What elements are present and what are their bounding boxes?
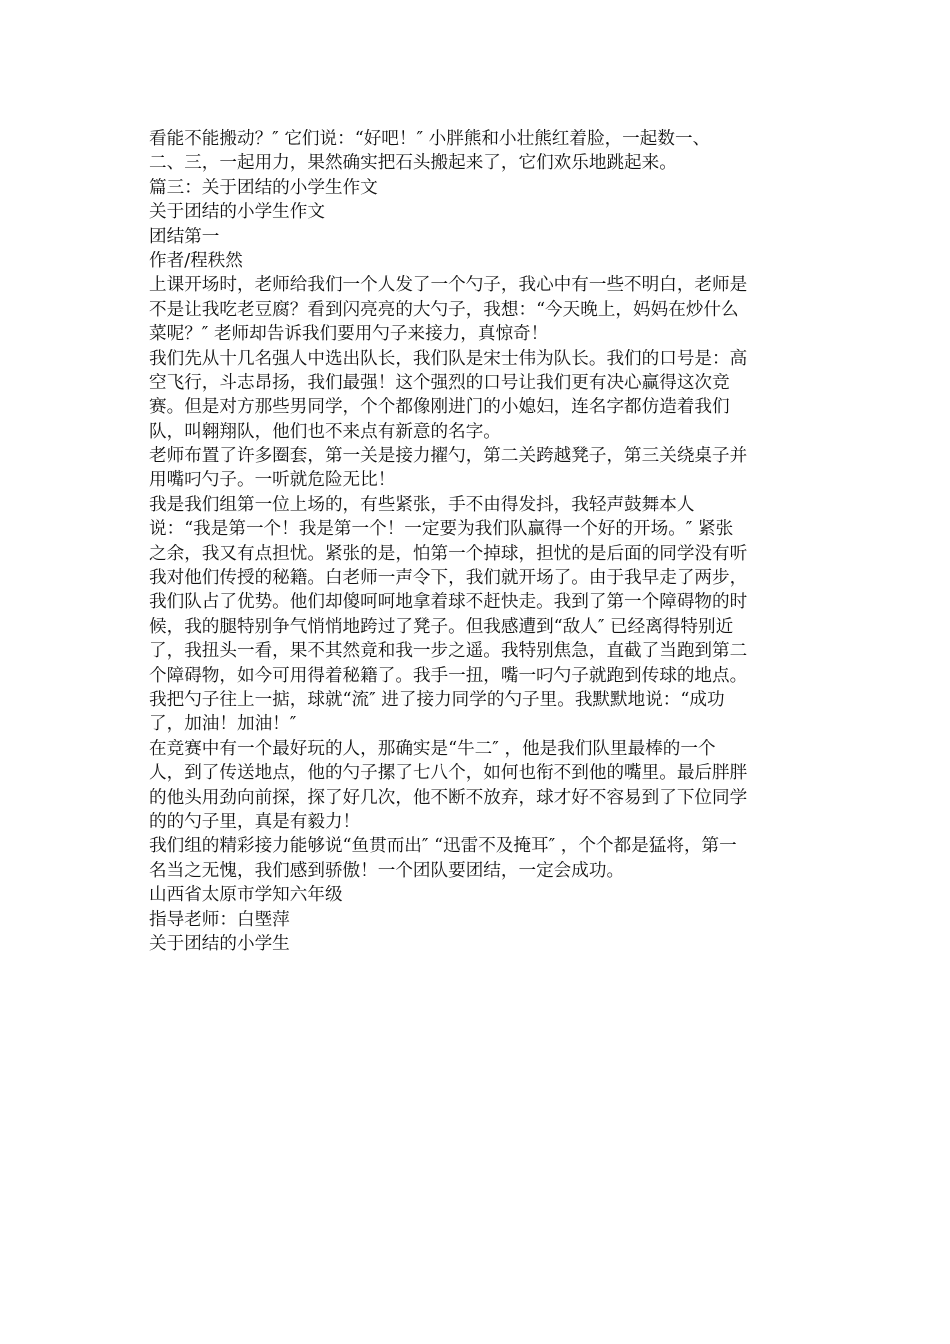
text-line: 赛。但是对方那些男同学，个个都像刚进门的小媳妇，连名字都仿造着我们 (149, 397, 730, 418)
essay-title: 关于团结的小学生作文 (149, 202, 325, 223)
text-line: 人，到了传送地点，他的勺子摞了七八个，如何也衔不到他的嘴里。最后胖胖 (149, 763, 748, 784)
text-line: 了，加油！加油！″ (149, 714, 297, 735)
text-line: 我把勺子往上一掂，球就“流″ 进了接力同学的勺子里。我默默地说：“成功 (149, 689, 725, 710)
text-line: 说：“我是第一个！我是第一个！一定要为我们队赢得一个好的开场。″ 紧张 (149, 519, 734, 540)
text-line: 在竞赛中有一个最好玩的人，那确实是“牛二″ ，他是我们队里最棒的一个 (149, 738, 716, 759)
text-line: 我们先从十几名强人中选出队长，我们队是宋士伟为队长。我们的口号是：高 (149, 348, 748, 369)
text-line: 空飞行，斗志昂扬，我们最强！这个强烈的口号让我们更有决心赢得这次竞 (149, 372, 730, 393)
text-line: 二、三，一起用力，果然确实把石头搬起来了，它们欢乐地跳起来。 (149, 153, 677, 174)
text-line: 我们队占了优势。他们却傻呵呵地拿着球不赶快走。我到了第一个障碍物的时 (149, 592, 748, 613)
document-body (149, 127, 805, 956)
text-line: 我对他们传授的秘籍。白老师一声令下，我们就开场了。由于我早走了两步， (149, 568, 748, 589)
text-line: 了，我扭头一看，果不其然竟和我一步之遥。我特别焦急，直截了当跑到第二 (149, 641, 748, 662)
section-heading: 篇三：关于团结的小学生作文 (149, 177, 378, 198)
text-line: 的的勺子里，真是有毅力！ (149, 811, 361, 832)
teacher-line: 指导老师：白塈萍 (149, 909, 290, 930)
text-line: 上课开场时，老师给我们一个人发了一个勺子，我心中有一些不明白，老师是 (149, 275, 748, 296)
text-line: 我是我们组第一位上场的，有些紧张，手不由得发抖，我轻声鼓舞本人 (149, 494, 695, 515)
text-line: 之余，我又有点担忧。紧张的是，怕第一个掉球，担忧的是后面的同学没有听 (149, 543, 748, 564)
text-line: 看能不能搬动？″ 它们说：“好吧！″ 小胖熊和小壮熊红着脸，一起数一、 (149, 129, 711, 149)
text-line: 队，叫翱翔队，他们也不来点有新意的名字。 (149, 421, 501, 442)
text-line: 名当之无愧，我们感到骄傲！一个团队要团结，一定会成功。 (149, 860, 625, 881)
text-line: 用嘴叼勺子。一听就危险无比！ (149, 470, 396, 491)
text-line: 候，我的腿特别争气悄悄地跨过了凳子。但我感遭到“敌人″ 已经离得特别近 (149, 616, 734, 637)
text-line: 老师布置了许多圈套，第一关是接力擢勺，第二关跨越凳子，第三关绕桌子并 (149, 446, 748, 467)
school-line: 山西省太原市学知六年级 (149, 885, 343, 906)
text-line: 不是让我吃老豆腐？看到闪亮亮的大勺子，我想：“今天晚上，妈妈在炒什么 (149, 299, 739, 320)
essay-subtitle: 团结第一 (149, 226, 220, 247)
text-line: 个障碍物，如今可用得着秘籍了。我手一扭，嘴一叼勺子就跑到传球的地点。 (149, 665, 748, 686)
author-line: 作者/程秩然 (149, 250, 243, 271)
text-line: 菜呢？″ 老师却告诉我们要用勺子来接力，真惊奇！ (149, 324, 549, 345)
text-line: 的他头用劲向前探，探了好几次，他不断不放弃，球才好不容易到了下位同学 (149, 787, 748, 808)
text-line: 关于团结的小学生 (149, 933, 290, 954)
text-line: 我们组的精彩接力能够说“鱼贯而出″ “迅雷不及掩耳″ ，个个都是猛将，第一 (149, 836, 737, 857)
